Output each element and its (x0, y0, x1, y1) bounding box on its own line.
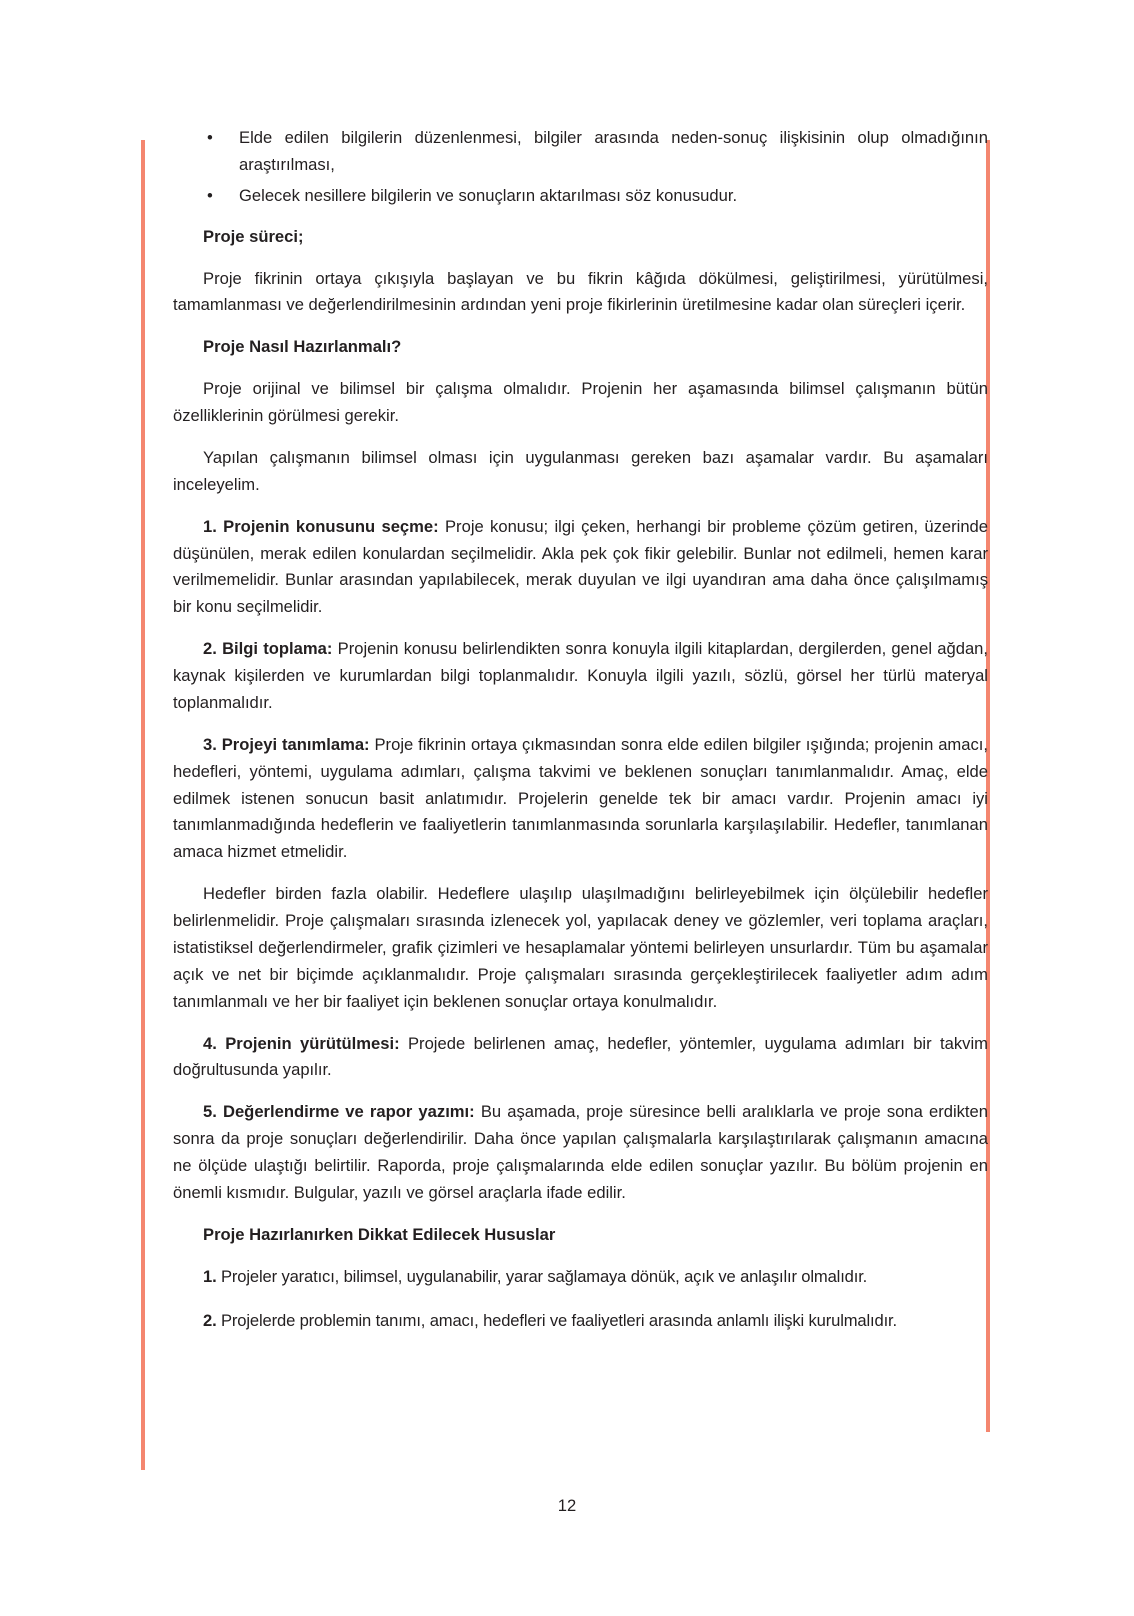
husus-item-1 (173, 1264, 988, 1291)
husus-item-1-text: Projeler yaratıcı, bilimsel, uygulanabilir, yarar sağlamaya dönük, açık ve anlaşılır olmalıdır. (216, 1266, 868, 1286)
paragraph-proje-nasil-1: Proje orijinal ve bilimsel bir çalışma olmalıdır. Projenin her aşamasında bilimsel çalışmanın bütün özelliklerinin görülmesi gerekir. (173, 379, 988, 425)
husus-item-2 (173, 1308, 988, 1335)
paragraph-proje-sureci: Proje fikrinin ortaya çıkışıyla başlayan ve bu fikrin kâğıda dökülmesi, geliştirilmesi, yürütülmesi, tamamlanması ve değerlendirilmesinin ardından yeni proje fikirlerinin üretilmesine kadar olan süreçleri içerir. (173, 268, 988, 315)
step-4-lead: 4. Projenin yürütülmesi: (203, 1033, 400, 1053)
list-item (173, 183, 988, 210)
step-1-projenin-konusunu-secme (173, 514, 988, 622)
heading-proje-nasil-hazirlanmali: Proje Nasıl Hazırlanmalı? (203, 337, 402, 357)
intro-bullet-list (173, 125, 988, 210)
husus-item-2-number: 2. (203, 1310, 217, 1330)
paragraph-proje-nasil-2: Yapılan çalışmanın bilimsel olması için uygulanması gereken bazı aşamalar vardır. Bu aşamaları inceleyelim. (173, 447, 988, 494)
step-4-text: Projede belirlenen amaç, hedefler, yöntemler, uygulama adımları bir takvim doğrultusunda yapılır. (173, 1033, 988, 1080)
step-2-lead: 2. Bilgi toplama: (203, 639, 333, 659)
heading-proje-sureci: Proje süreci; (203, 226, 304, 246)
step-5-degerlendirme-ve-rapor-yazimi (173, 1099, 988, 1207)
step-3-projeyi-tanimlama (173, 732, 988, 866)
step-3-lead: 3. Projeyi tanımlama: (203, 734, 370, 754)
step-3-text: Proje fikrinin ortaya çıkmasından sonra elde edilen bilgiler ışığında; projenin amacı, hedefleri, yöntemi, uygulama adımları, çalışma takvimi ve beklenen sonuçları tanımlanmalıdır. Amaç, elde edilmek istenen sonucun basit anlatımıdır. Projelerin genelde tek bir amacı vardır. Projenin amacı iyi tanımlanmadığında hedeflerin ve faaliyetlerin tanımlanmasında sorunlarla karşılaşılabilir. Hedefler, tanımlanan amaca hizmet etmelidir. (173, 734, 988, 862)
step-1-lead: 1. Projenin konusunu seçme: (203, 516, 439, 536)
list-item (173, 125, 988, 179)
step-2-text: Projenin konusu belirlendikten sonra konuyla ilgili kitaplardan, dergilerden, genel ağdan, kaynak kişilerden ve kurumlardan bilgi toplanmalıdır. Konuyla ilgili yazılı, sözlü, görsel her türlü materyal toplanmalıdır. (173, 639, 989, 712)
step-5-lead: 5. Değerlendirme ve rapor yazımı: (203, 1102, 475, 1122)
step-5-text: Bu aşamada, proje süresince belli aralıklarla ve proje sona erdikten sonra da proje sonuçları değerlendirilir. Daha önce yapılan çalışmalarla karşılaştırılarak çalışmanın amacına ne ölçüde ulaştığı belirtilir. Raporda, proje çalışmalarında elde edilen sonuçlar yazılır. Bu bölüm projenin en önemli kısmıdır. Bulgular, yazılı ve görsel araçlarla ifade edilir. (173, 1102, 988, 1202)
step-4-projenin-yurutulmesi (173, 1031, 988, 1085)
heading-hususlar: Proje Hazırlanırken Dikkat Edilecek Hususlar (203, 1224, 556, 1244)
left-accent-rule (141, 140, 145, 1470)
husus-item-2-text: Projelerde problemin tanımı, amacı, hedefleri ve faaliyetleri arasında anlamlı ilişki kurulmalıdır. (216, 1310, 897, 1330)
step-2-bilgi-toplama (173, 636, 988, 717)
paragraph-hedefler: Hedefler birden fazla olabilir. Hedeflere ulaşılıp ulaşılmadığını belirleyebilmek için ölçülebilir hedefler belirlenmelidir. Proje çalışmaları sırasında izlenecek yol, yapılacak deney ve gözlemler, veri toplama araçları, istatistiksel değerlendirmeler, grafik çizimleri ve hesaplamalar yöntemi belirleyen unsurlardır. Tüm bu aşamalar açık ve net bir biçimde açıklanmalıdır. Proje çalışmaları sırasında gerçekleştirilecek faaliyetler adım adım tanımlanmalı ve her bir faaliyet için beklenen sonuçlar ortaya konulmalıdır. (173, 884, 988, 1011)
husus-item-1-number: 1. (203, 1266, 217, 1286)
page-content (173, 125, 988, 1351)
bullet-icon: • (207, 128, 213, 147)
page-number: 12 (557, 1496, 577, 1515)
list-item-text: Gelecek nesillere bilgilerin ve sonuçların aktarılması söz konusudur. (239, 185, 738, 205)
list-item-text: Elde edilen bilgilerin düzenlenmesi, bilgiler arasında neden-sonuç ilişkisinin olup olmadığının araştırılması, (239, 128, 988, 174)
bullet-icon: • (207, 185, 213, 205)
step-1-text: Proje konusu; ilgi çeken, herhangi bir probleme çözüm getiren, üzerinde düşünülen, merak edilen konulardan seçilmelidir. Akla pek çok fikir gelebilir. Bunlar not edilmeli, hemen karar verilmemelidir. Bunlar arasından yapılabilecek, merak duyulan ve ilgi uyandıran ama daha önce çalışılmamış bir konu seçilmelidir. (173, 516, 989, 617)
